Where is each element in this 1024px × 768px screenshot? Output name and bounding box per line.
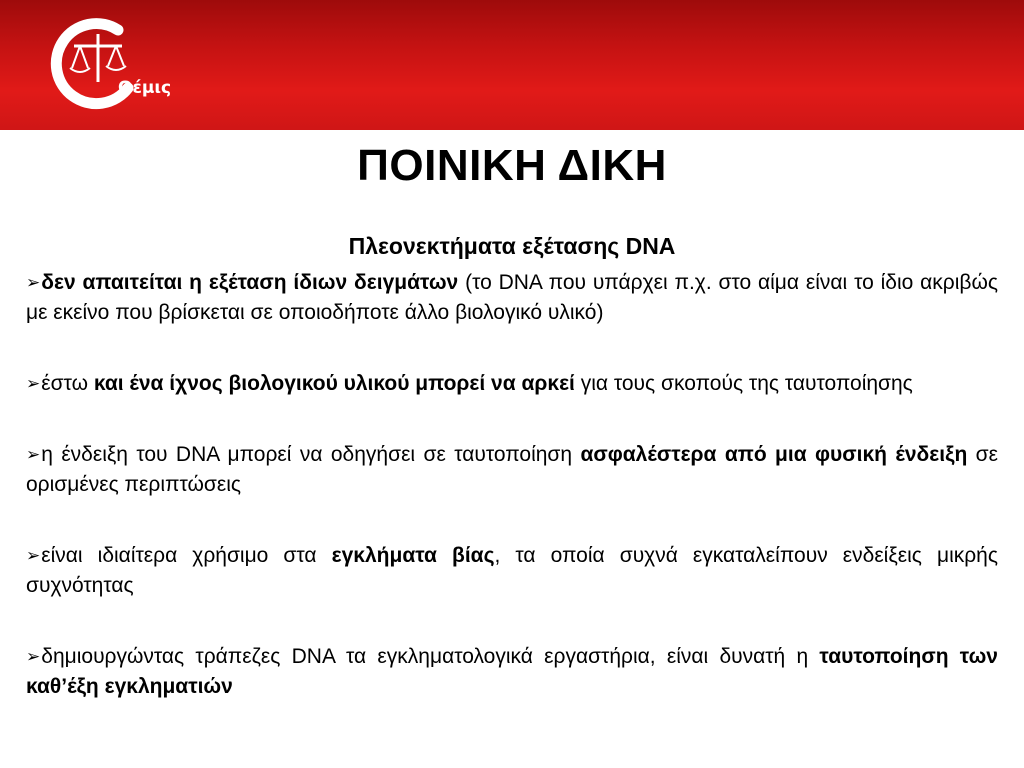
bullet-list xyxy=(26,268,998,743)
themis-logo-icon xyxy=(40,18,170,118)
bullet-3-bold: ασφαλέστερα από μια φυσική ένδειξη xyxy=(580,443,968,466)
bullet-3-pre: η ένδειξη του DNA μπορεί να οδηγήσει σε ταυτοποίηση xyxy=(41,443,581,466)
slide-title: ΠΟΙΝΙΚΗ ΔΙΚΗ xyxy=(357,141,667,190)
arrow-bullet-icon: ➢ xyxy=(26,546,41,565)
slide-subtitle: Πλεονεκτήματα εξέτασης DNA xyxy=(348,233,676,259)
bullet-4-rest: , τα οποία συχνά εγκαταλείπουν ενδείξεις μικρής συχνότητας xyxy=(26,544,998,597)
bullet-3-rest: σε ορισμένες περιπτώσεις xyxy=(26,443,998,496)
arrow-bullet-icon: ➢ xyxy=(26,374,41,393)
arrow-bullet-icon: ➢ xyxy=(26,647,41,666)
bullet-item-2 xyxy=(26,369,998,399)
bullet-4-pre: είναι ιδιαίτερα χρήσιμο στα xyxy=(41,544,332,567)
bullet-5-bold: ταυτοποίηση των καθ’έξη εγκληματιών xyxy=(26,645,998,698)
bullet-1-rest: (το DNA που υπάρχει π.χ. στο αίμα είναι το ίδιο ακριβώς με εκείνο που βρίσκεται σε οποιοδήποτε άλλο βιολογικό υλικό) xyxy=(26,271,998,324)
bullet-1-bold: δεν απαιτείται η εξέταση ίδιων δειγμάτων xyxy=(41,271,459,294)
bullet-item-5 xyxy=(26,642,998,702)
arrow-bullet-icon: ➢ xyxy=(26,445,41,464)
bullet-item-3 xyxy=(26,440,998,500)
header-banner xyxy=(0,0,1024,130)
bullet-5-pre: δημιουργώντας τράπεζες DNA τα εγκληματολογικά εργαστήρια, είναι δυνατή η xyxy=(41,645,820,668)
arrow-bullet-icon: ➢ xyxy=(26,273,41,292)
bullet-2-bold: και ένα ίχνος βιολογικού υλικού μπορεί να αρκεί xyxy=(93,372,575,395)
bullet-item-4 xyxy=(26,541,998,601)
bullet-4-bold: εγκλήματα βίας xyxy=(331,544,495,567)
bullet-2-pre: έστω xyxy=(41,372,94,395)
bullet-item-1 xyxy=(26,268,998,328)
logo-text: Θέμις xyxy=(118,78,172,98)
themis-logo xyxy=(40,18,170,118)
bullet-2-rest: για τους σκοπούς της ταυτοποίησης xyxy=(574,372,913,395)
